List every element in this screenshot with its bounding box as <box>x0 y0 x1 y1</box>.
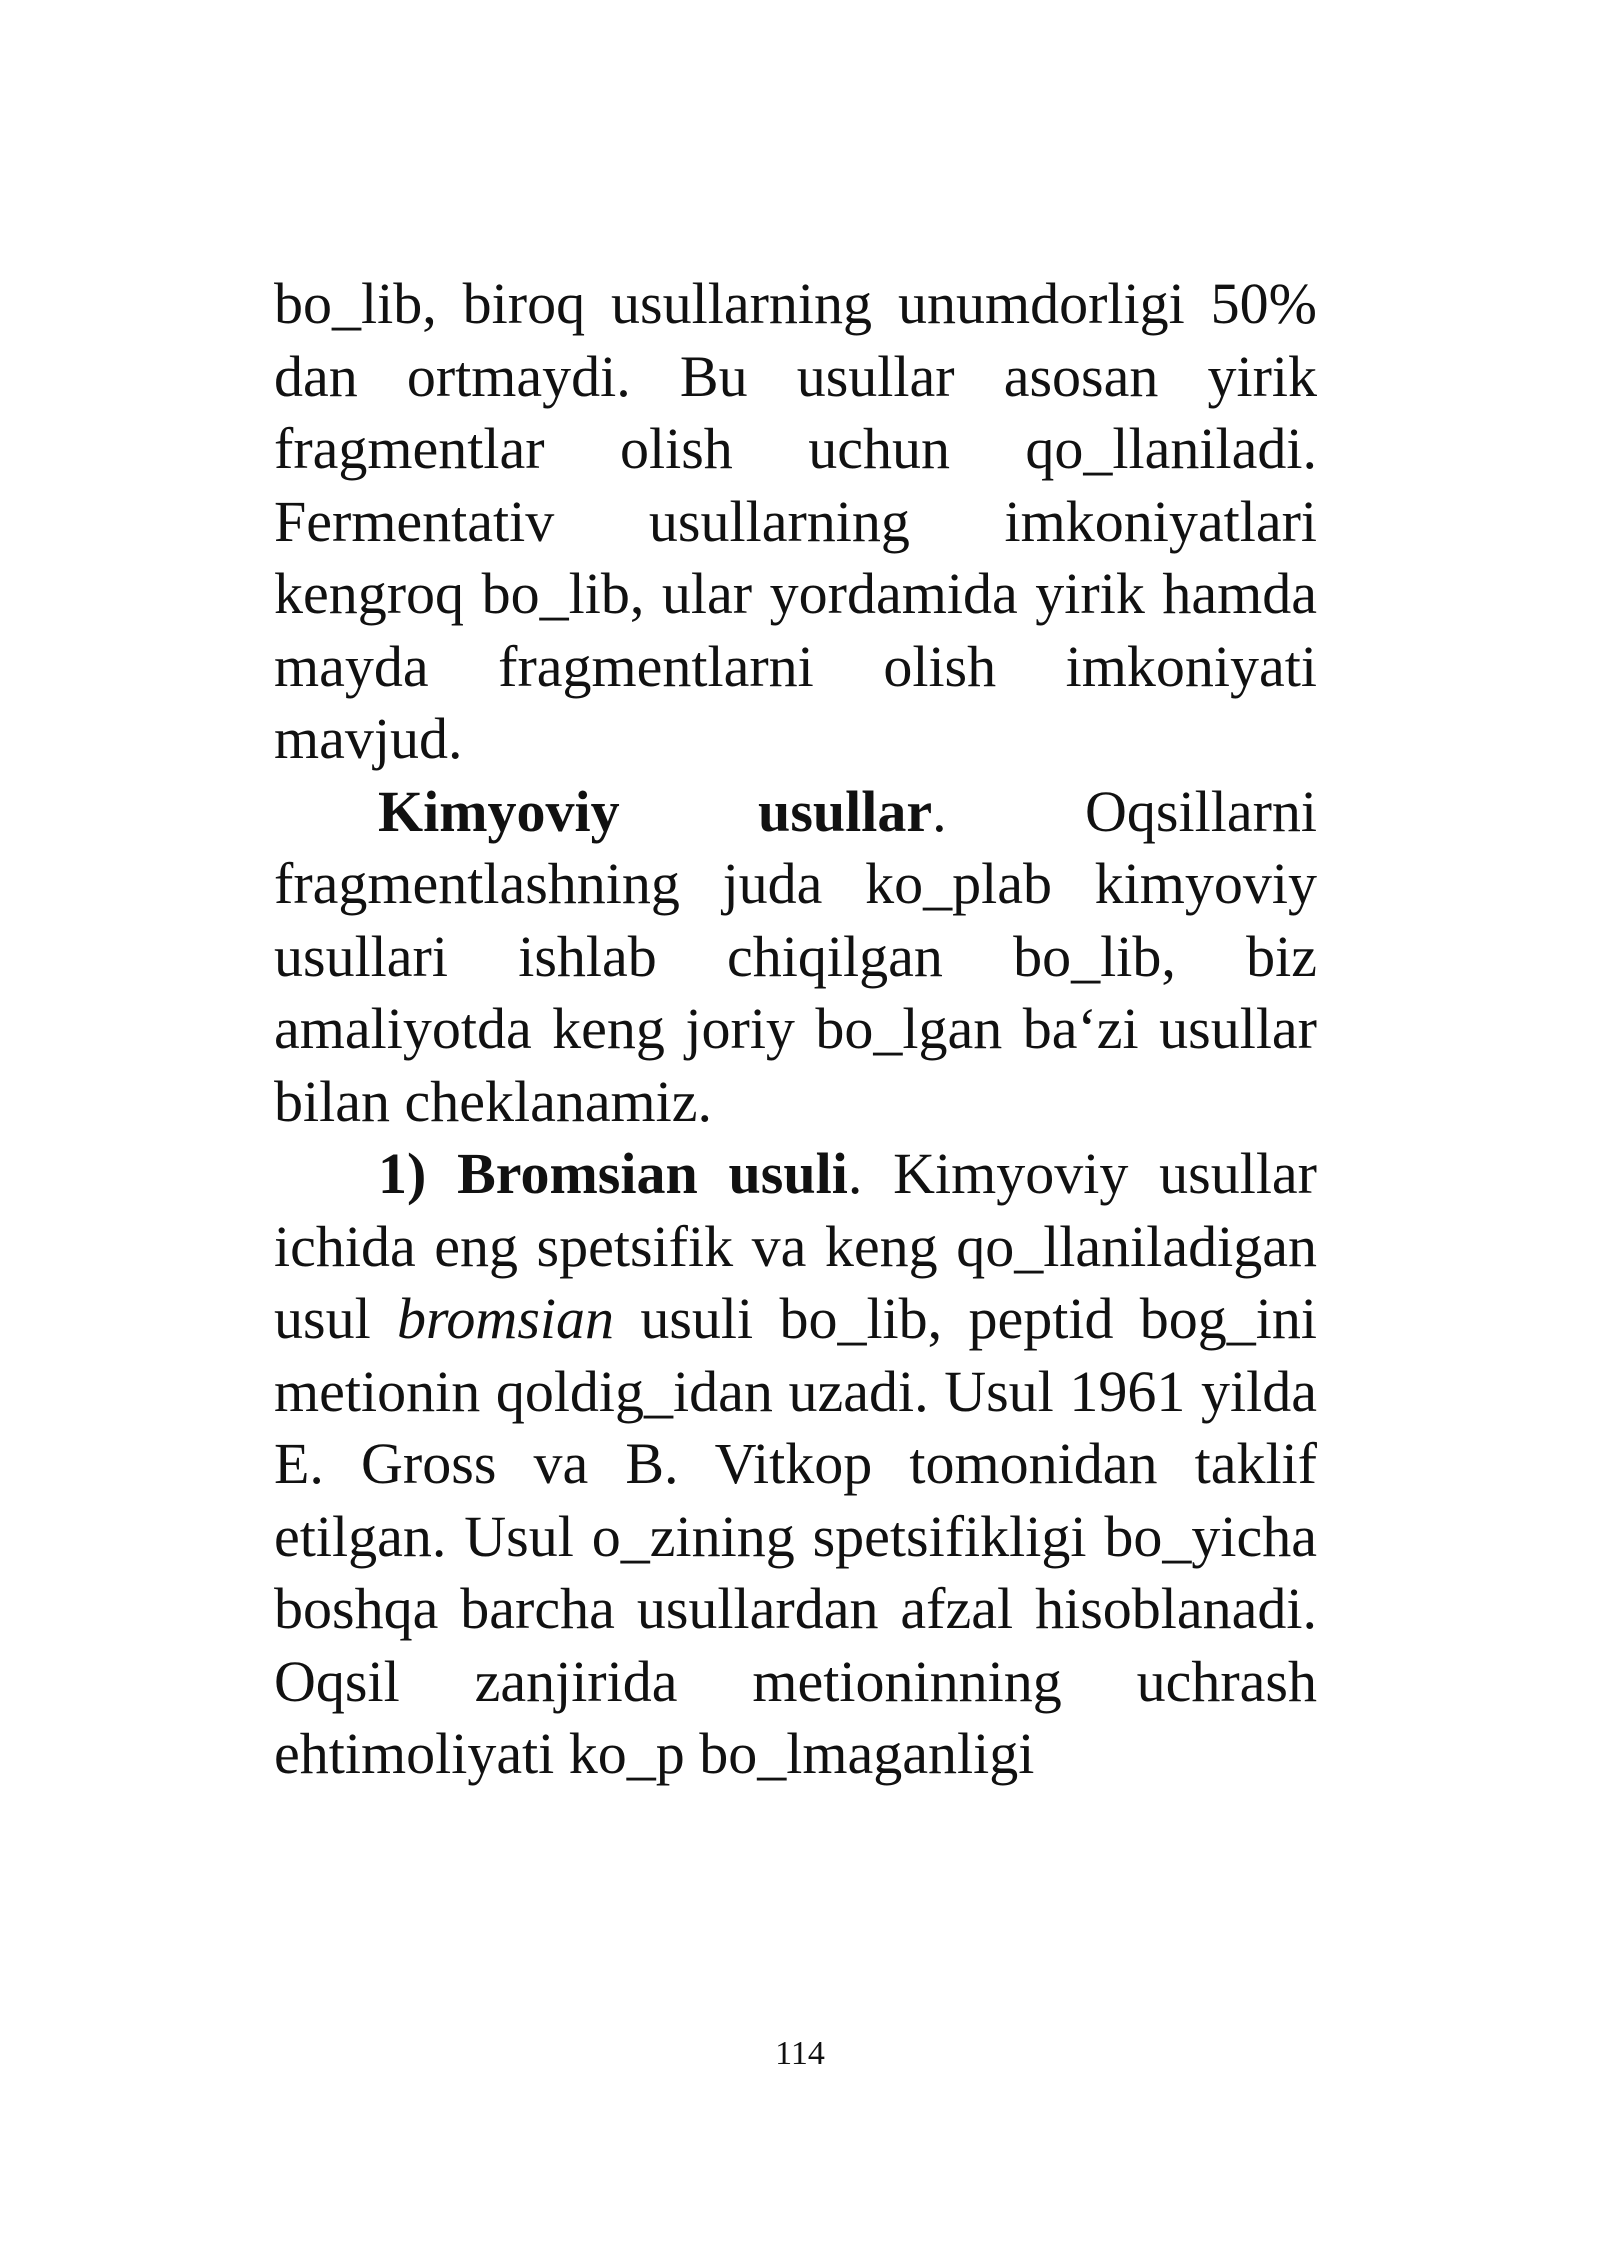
paragraph-text: Oqsillarni fragmentlashning juda ko_plab kimyoviy usullari ishlab chiqilgan bo_lib, biz amaliyotda keng joriy bo_lgan ba‘zi usullar bilan cheklanamiz. <box>274 778 1317 1134</box>
page-number: 114 <box>775 2035 825 2072</box>
heading-period: . <box>932 778 947 844</box>
body-text <box>274 268 1317 1791</box>
section-heading-bromcyan-method: Bromsian usuli <box>457 1141 848 1206</box>
paragraph-bromcyan-method <box>274 1138 1317 1791</box>
italic-term: bromsian <box>397 1286 615 1351</box>
paragraph-chemical-methods <box>274 776 1317 1139</box>
paragraph-text: Kimyoviy usullar ichida eng spetsifik va keng qo_llaniladigan usul <box>274 1141 1317 1351</box>
list-number: 1) <box>378 1141 427 1206</box>
section-heading-chemical-methods: Kimyoviy usullar <box>378 778 933 844</box>
heading-period: . <box>847 1141 863 1206</box>
paragraph-text: usuli bo_lib, peptid bog_ini metionin qoldig_idan uzadi. Usul 1961 yilda E. Gross va B. Vitkop tomonidan taklif etilgan. Usul o_zining spetsifikligi bo_yicha boshqa barcha usullardan afzal hisoblanadi. Oqsil zanjirida metioninning uchrash ehtimoliyati ko_p bo_lmaganligi <box>274 1286 1318 1786</box>
paragraph-continuation: bo_lib, biroq usullarning unumdorligi 50% dan ortmaydi. Bu usullar asosan yirik fragmentlar olish uchun qo_llaniladi. Fermentativ usullarning imkoniyatlari kengroq bo_lib, ular yordamida yirik hamda mayda fragmentlarni olish imkoniyati mavjud. <box>274 271 1317 771</box>
